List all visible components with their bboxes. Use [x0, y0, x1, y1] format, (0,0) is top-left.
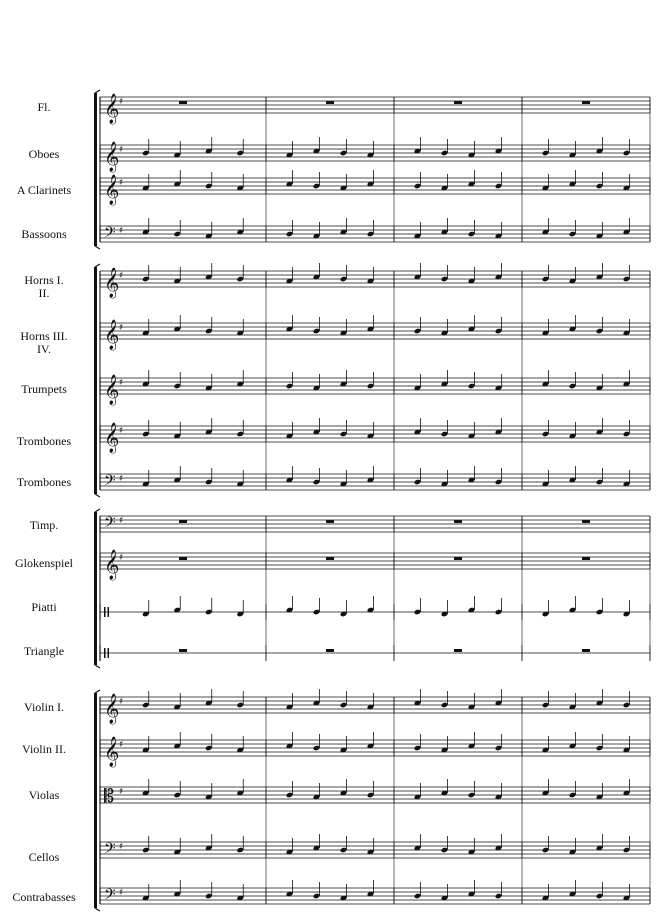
whole-rest	[582, 557, 590, 560]
staff-15	[100, 732, 650, 768]
treble-clef-icon: 𝄞	[104, 375, 120, 405]
treble-clef-icon: 𝄞	[104, 694, 120, 724]
whole-rest	[179, 649, 187, 652]
staff-16	[100, 779, 650, 807]
group-bracket	[94, 693, 97, 908]
instrument-label: Oboes	[28, 147, 60, 161]
bracket-end	[95, 264, 100, 267]
key-signature-sharp: ♯	[119, 553, 124, 563]
staff-18	[100, 880, 650, 907]
bracket-end	[95, 908, 100, 911]
percussion-clef-icon	[108, 607, 110, 617]
key-signature-sharp: ♯	[119, 842, 124, 852]
bass-clef-icon: 𝄢	[104, 514, 116, 535]
key-signature-sharp: ♯	[119, 226, 124, 236]
instrument-label: Triangle	[23, 644, 65, 658]
treble-clef-icon: 𝄞	[104, 737, 120, 767]
treble-clef-icon: 𝄞	[104, 550, 120, 580]
key-signature-sharp: ♯	[119, 516, 124, 526]
key-signature-sharp: ♯	[119, 888, 124, 898]
treble-clef-icon: 𝄞	[104, 94, 120, 124]
key-signature-sharp: ♯	[119, 378, 124, 388]
percussion-clef-icon	[104, 648, 106, 658]
bracket-end	[95, 246, 100, 249]
bracket-end	[95, 90, 100, 93]
bracket-end	[95, 665, 100, 668]
whole-rest	[326, 520, 334, 523]
whole-rest	[179, 101, 187, 104]
group-bracket	[94, 267, 97, 494]
instrument-label: Trumpets	[21, 382, 67, 396]
instrument-label: Bassoons	[21, 227, 67, 241]
whole-rest	[582, 101, 590, 104]
bracket-end	[95, 494, 100, 497]
treble-clef-icon: 𝄞	[104, 423, 120, 453]
staff-3	[100, 170, 650, 206]
treble-clef-icon: 𝄞	[104, 142, 120, 172]
instrument-label: Fl.	[37, 100, 51, 114]
treble-clef-icon: 𝄞	[104, 268, 120, 298]
whole-rest	[179, 520, 187, 523]
key-signature-sharp: ♯	[119, 97, 124, 107]
staff-9	[100, 466, 650, 493]
treble-clef-icon: 𝄞	[104, 175, 120, 205]
staff-5	[100, 263, 650, 299]
instrument-label: Horns I. II.	[24, 273, 64, 300]
instrument-label: Trombones	[16, 434, 72, 448]
group-bracket	[94, 93, 97, 246]
instrument-label: Timp.	[29, 518, 59, 532]
staff-13	[100, 645, 650, 661]
staff-14	[100, 689, 650, 725]
whole-rest	[454, 520, 462, 523]
treble-clef-icon: 𝄞	[104, 320, 120, 350]
percussion-clef-icon	[104, 607, 106, 617]
instrument-label: Cellos	[28, 850, 60, 864]
bass-clef-icon: 𝄢	[104, 224, 116, 245]
bracket-end	[95, 509, 100, 512]
instrument-label: Violin II.	[22, 742, 66, 756]
staff-8	[100, 418, 650, 454]
key-signature-sharp: ♯	[119, 145, 124, 155]
key-signature-sharp: ♯	[119, 323, 124, 333]
bass-clef-icon: 𝄢	[104, 472, 116, 493]
whole-rest	[454, 101, 462, 104]
staff-6	[100, 315, 650, 351]
group-bracket	[94, 512, 97, 665]
whole-rest	[454, 649, 462, 652]
instrument-label: Violin I.	[24, 700, 64, 714]
staff-11	[100, 549, 650, 581]
staff-10	[100, 514, 650, 535]
whole-rest	[454, 557, 462, 560]
key-signature-sharp: ♯	[119, 271, 124, 281]
staff-2	[100, 137, 650, 173]
staff-4	[100, 218, 650, 245]
staff-17	[100, 834, 650, 861]
bass-clef-icon: 𝄢	[104, 886, 116, 907]
whole-rest	[179, 557, 187, 560]
whole-rest	[582, 520, 590, 523]
instrument-label: Trombones	[16, 475, 72, 489]
instrument-label: Violas	[28, 788, 60, 802]
alto-clef-icon: 𝄡	[104, 786, 115, 807]
whole-rest	[582, 649, 590, 652]
key-signature-sharp: ♯	[119, 740, 124, 750]
staff-12	[100, 596, 650, 620]
key-signature-sharp: ♯	[119, 178, 124, 188]
whole-rest	[326, 557, 334, 560]
staff-1	[100, 93, 650, 125]
key-signature-sharp: ♯	[119, 787, 124, 797]
instrument-label: Piatti	[31, 600, 57, 614]
whole-rest	[326, 649, 334, 652]
instrument-label: Glokenspiel	[15, 556, 73, 570]
percussion-clef-icon	[108, 648, 110, 658]
staff-7	[100, 370, 650, 406]
instrument-label: Contrabasses	[12, 890, 76, 904]
instrument-label: A Clarinets	[16, 183, 72, 197]
key-signature-sharp: ♯	[119, 474, 124, 484]
bracket-end	[95, 690, 100, 693]
whole-rest	[326, 101, 334, 104]
instrument-label: Horns III. IV.	[20, 329, 68, 356]
bass-clef-icon: 𝄢	[104, 840, 116, 861]
key-signature-sharp: ♯	[119, 697, 124, 707]
key-signature-sharp: ♯	[119, 426, 124, 436]
